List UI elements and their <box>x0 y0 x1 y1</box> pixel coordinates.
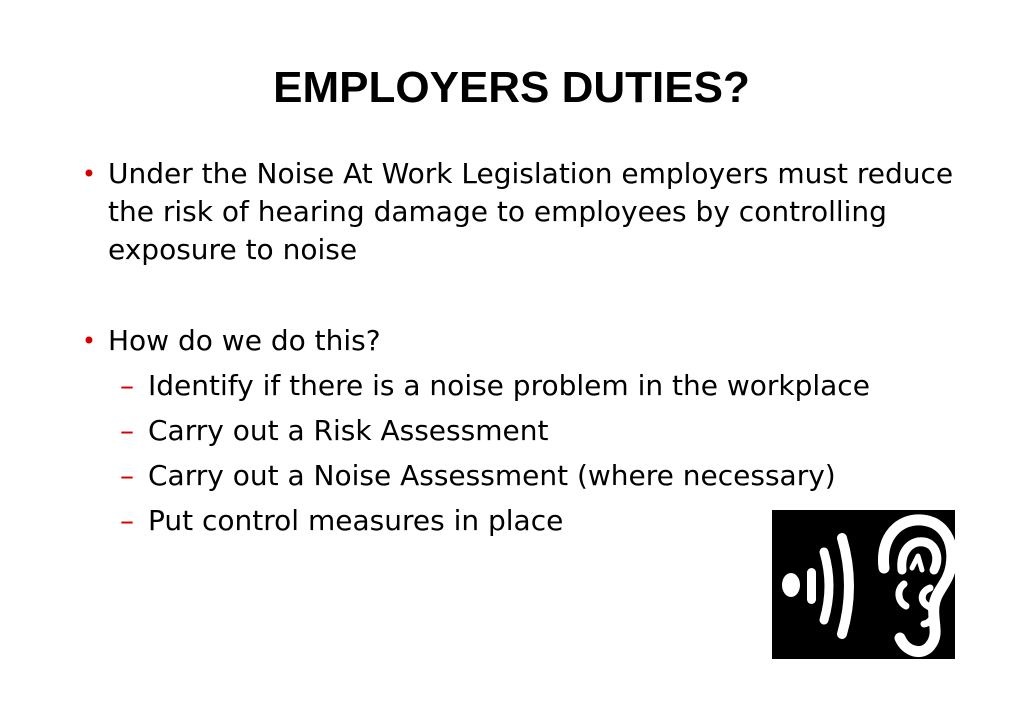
sub-item-noise-assessment <box>120 457 836 495</box>
slide-title: EMPLOYERS DUTIES? <box>273 63 750 112</box>
dash-icon: – <box>120 414 134 447</box>
dash-icon: – <box>120 504 134 537</box>
sub-item-text: Carry out a Noise Assessment (where necessary) <box>148 459 836 492</box>
sub-item-text: Identify if there is a noise problem in the workplace <box>148 369 870 402</box>
bullet-text: How do we do this? <box>108 324 381 357</box>
bullet-item-legislation <box>70 155 970 269</box>
bullet-text: Under the Noise At Work Legislation employers must reduce the risk of hearing damage to employees by controlling exposure to noise <box>108 157 954 266</box>
bullet-item-how <box>70 322 970 360</box>
dash-icon: – <box>120 369 134 402</box>
bullet-dot-icon: • <box>81 327 97 355</box>
sub-item-risk-assessment <box>120 412 548 450</box>
sub-item-control-measures <box>120 502 563 540</box>
sub-item-identify <box>120 367 870 405</box>
dash-icon: – <box>120 459 134 492</box>
sub-item-text: Carry out a Risk Assessment <box>148 414 549 447</box>
bullet-dot-icon: • <box>81 160 97 188</box>
ear-sound-icon <box>772 510 955 659</box>
sub-item-text: Put control measures in place <box>148 504 564 537</box>
